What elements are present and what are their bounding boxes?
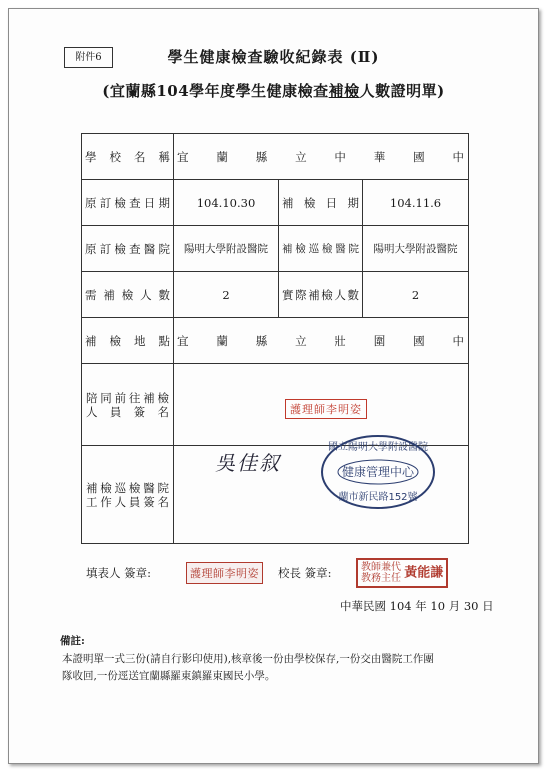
row-counts <box>82 272 469 318</box>
principal-stamp-line1: 教師兼代 <box>361 562 401 573</box>
tour-hosp-value: 陽明大學附設醫院 <box>363 226 469 272</box>
staff-label <box>82 446 174 544</box>
make-date-label: 補檢日期 <box>279 180 363 226</box>
escort-label <box>82 364 174 446</box>
document-subtitle <box>0 80 547 101</box>
principal-stamp-line2: 教務主任 <box>361 573 401 584</box>
escort-label-line2: 人員簽名 <box>86 404 169 419</box>
place-value: 宜蘭縣立壯圍國中 <box>174 318 469 364</box>
principal-label: 校長 簽章: <box>278 566 332 580</box>
note-line1: 本證明單一式三份(請自行影印使用),核章後一份由學校保存,一份交由醫院工作團 <box>62 653 434 665</box>
orig-date-label: 原訂檢查日期 <box>82 180 174 226</box>
orig-hosp-label: 原訂檢查醫院 <box>82 226 174 272</box>
orig-hosp-value: 陽明大學附設醫院 <box>174 226 279 272</box>
row-hospitals <box>82 226 469 272</box>
actual-value: 2 <box>363 272 469 318</box>
note-title: 備註: <box>60 635 85 647</box>
principal-stamp-name: 黃能謙 <box>404 565 444 581</box>
need-label: 需補檢人數 <box>82 272 174 318</box>
tour-hosp-label: 補檢巡檢醫院 <box>279 226 363 272</box>
subtitle-post: 人數證明單) <box>359 82 445 100</box>
filler-label: 填表人 簽章: <box>86 566 152 580</box>
principal-stamp <box>356 558 448 588</box>
staff-label-line2: 工作人員簽名 <box>86 494 169 509</box>
escort-stamp: 護理師李明姿 <box>285 399 367 419</box>
row-school <box>82 134 469 180</box>
staff-signature: 吳佳叙 <box>215 451 281 475</box>
document-title: 學生健康檢查驗收紀錄表 (Ⅱ) <box>167 48 380 66</box>
school-label: 學校名稱 <box>82 134 174 180</box>
need-value: 2 <box>174 272 279 318</box>
seal-mid-text: 健康管理中心 <box>341 465 415 479</box>
subtitle-pre: (宜蘭縣104學年度學生健康檢查 <box>102 82 329 100</box>
school-value: 宜蘭縣立中華國中 <box>174 134 469 180</box>
row-place <box>82 318 469 364</box>
actual-label: 實際補檢人數 <box>279 272 363 318</box>
seal-bottom-text: 蘭市新民路152號 <box>338 492 418 503</box>
escort-label-line1: 陪同前往補檢 <box>86 390 169 405</box>
note-line2: 隊收回,一份逕送宜蘭縣羅東鎮羅東國民小學。 <box>62 670 276 682</box>
seal-top-text: 國立陽明大學附設醫院 <box>328 442 428 453</box>
row-dates <box>82 180 469 226</box>
attachment-tag: 附件6 <box>64 47 113 68</box>
filler-stamp: 護理師李明姿 <box>186 562 263 584</box>
signing-date: 中華民國 104 年 10 月 30 日 <box>340 599 494 613</box>
make-date-value: 104.11.6 <box>363 180 469 226</box>
subtitle-underlined: 補檢 <box>328 82 360 100</box>
staff-label-line1: 補檢巡檢醫院 <box>86 480 169 495</box>
orig-date-value: 104.10.30 <box>174 180 279 226</box>
place-label: 補檢地點 <box>82 318 174 364</box>
hospital-seal <box>320 432 440 512</box>
